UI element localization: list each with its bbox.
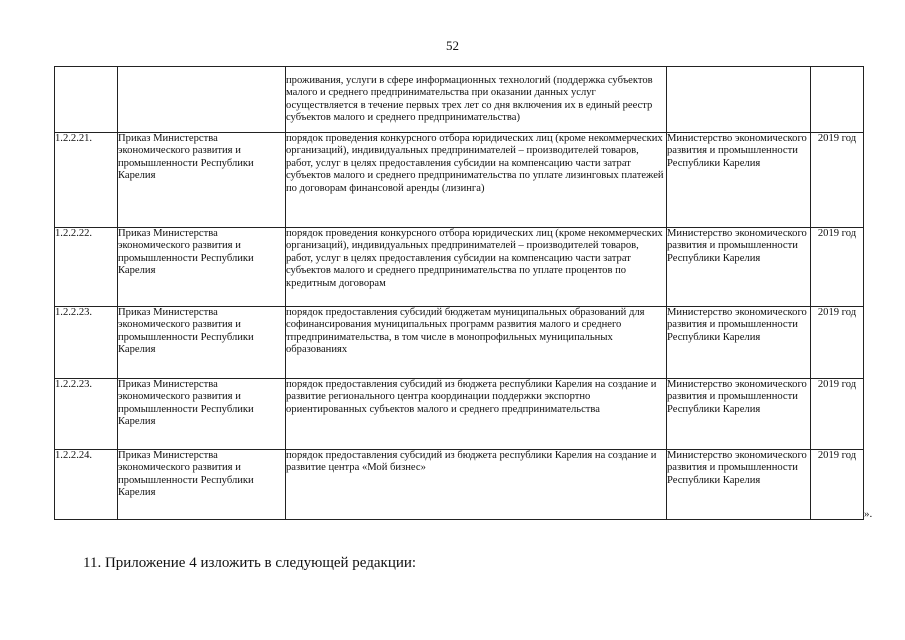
measures-table	[54, 66, 864, 520]
responsible-ministry: Министерство экономического развития и промышленности Республики Карелия	[667, 379, 811, 450]
responsible-ministry	[667, 67, 811, 133]
row-number: 1.2.2.23.	[55, 379, 118, 450]
row-number: 1.2.2.21.	[55, 133, 118, 228]
legal-act: Приказ Министерства экономического развития и промышленности Республики Карелия	[118, 133, 286, 228]
amendment-instruction: 11. Приложение 4 изложить в следующей редакции:	[83, 555, 417, 571]
page-number: 52	[446, 38, 459, 53]
row-number: 1.2.2.24.	[55, 450, 118, 520]
act-subject: порядок предоставления субсидий бюджетам муниципальных образований для софинансирования муниципальных программ развития малого и среднего тпредпринимательства, в том числе в монопрофильных муниципальных образованиях	[286, 307, 667, 379]
act-subject: порядок проведения конкурсного отбора юридических лиц (кроме некоммерческих организаций), индивидуальных предпринимателей – производителей товаров, работ, услуг в целях предоставления субсидии на компенсацию части затрат субъектов малого и среднего предпринимательства по уплате процентов по кредитным договорам	[286, 228, 667, 307]
legal-act	[118, 67, 286, 133]
legal-act: Приказ Министерства экономического развития и промышленности Республики Карелия	[118, 228, 286, 307]
responsible-ministry: Министерство экономического развития и промышленности Республики Карелия	[667, 307, 811, 379]
act-subject: порядок проведения конкурсного отбора юридических лиц (кроме некоммерческих организаций), индивидуальных предпринимателей – производителей товаров, работ, услуг в целях предоставления субсидии на компенсацию части затрат субъектов малого и среднего предпринимательства по уплате лизинговых платежей по договорам финансовой аренды (лизинга)	[286, 133, 667, 228]
deadline-year: 2019 год	[811, 307, 864, 379]
table-row	[55, 228, 864, 307]
table-row	[55, 307, 864, 379]
responsible-ministry: Министерство экономического развития и промышленности Республики Карелия	[667, 133, 811, 228]
act-subject: порядок предоставления субсидий из бюджета республики Карелия на создание и развитие центра «Мой бизнес»	[286, 450, 667, 520]
deadline-year: 2019 год	[811, 379, 864, 450]
deadline-year: 2019 год	[811, 228, 864, 307]
table-row	[55, 67, 864, 133]
legal-act: Приказ Министерства экономического развития и промышленности Республики Карелия	[118, 307, 286, 379]
table-row	[55, 133, 864, 228]
table-row	[55, 379, 864, 450]
table-row	[55, 450, 864, 520]
row-number: 1.2.2.23.	[55, 307, 118, 379]
legal-act: Приказ Министерства экономического развития и промышленности Республики Карелия	[118, 379, 286, 450]
legal-act: Приказ Министерства экономического развития и промышленности Республики Карелия	[118, 450, 286, 520]
responsible-ministry: Министерство экономического развития и промышленности Республики Карелия	[667, 450, 811, 520]
deadline-year: 2019 год	[811, 450, 864, 520]
deadline-year: 2019 год	[811, 133, 864, 228]
row-number: 1.2.2.22.	[55, 228, 118, 307]
act-subject: проживания, услуги в сфере информационных технологий (поддержка субъектов малого и среднего предпринимательства при оказании данных услуг осуществляется в течение первых трех лет со дня включения их в единый реестр субъектов малого и среднего предпринимательства)	[286, 67, 667, 133]
act-subject: порядок предоставления субсидий из бюджета республики Карелия на создание и развитие регионального центра координации поддержки экспортно ориентированных субъектов малого и среднего предпринимательства	[286, 379, 667, 450]
responsible-ministry: Министерство экономического развития и промышленности Республики Карелия	[667, 228, 811, 307]
row-number	[55, 67, 118, 133]
closing-quote: ».	[864, 508, 873, 520]
deadline-year	[811, 67, 864, 133]
